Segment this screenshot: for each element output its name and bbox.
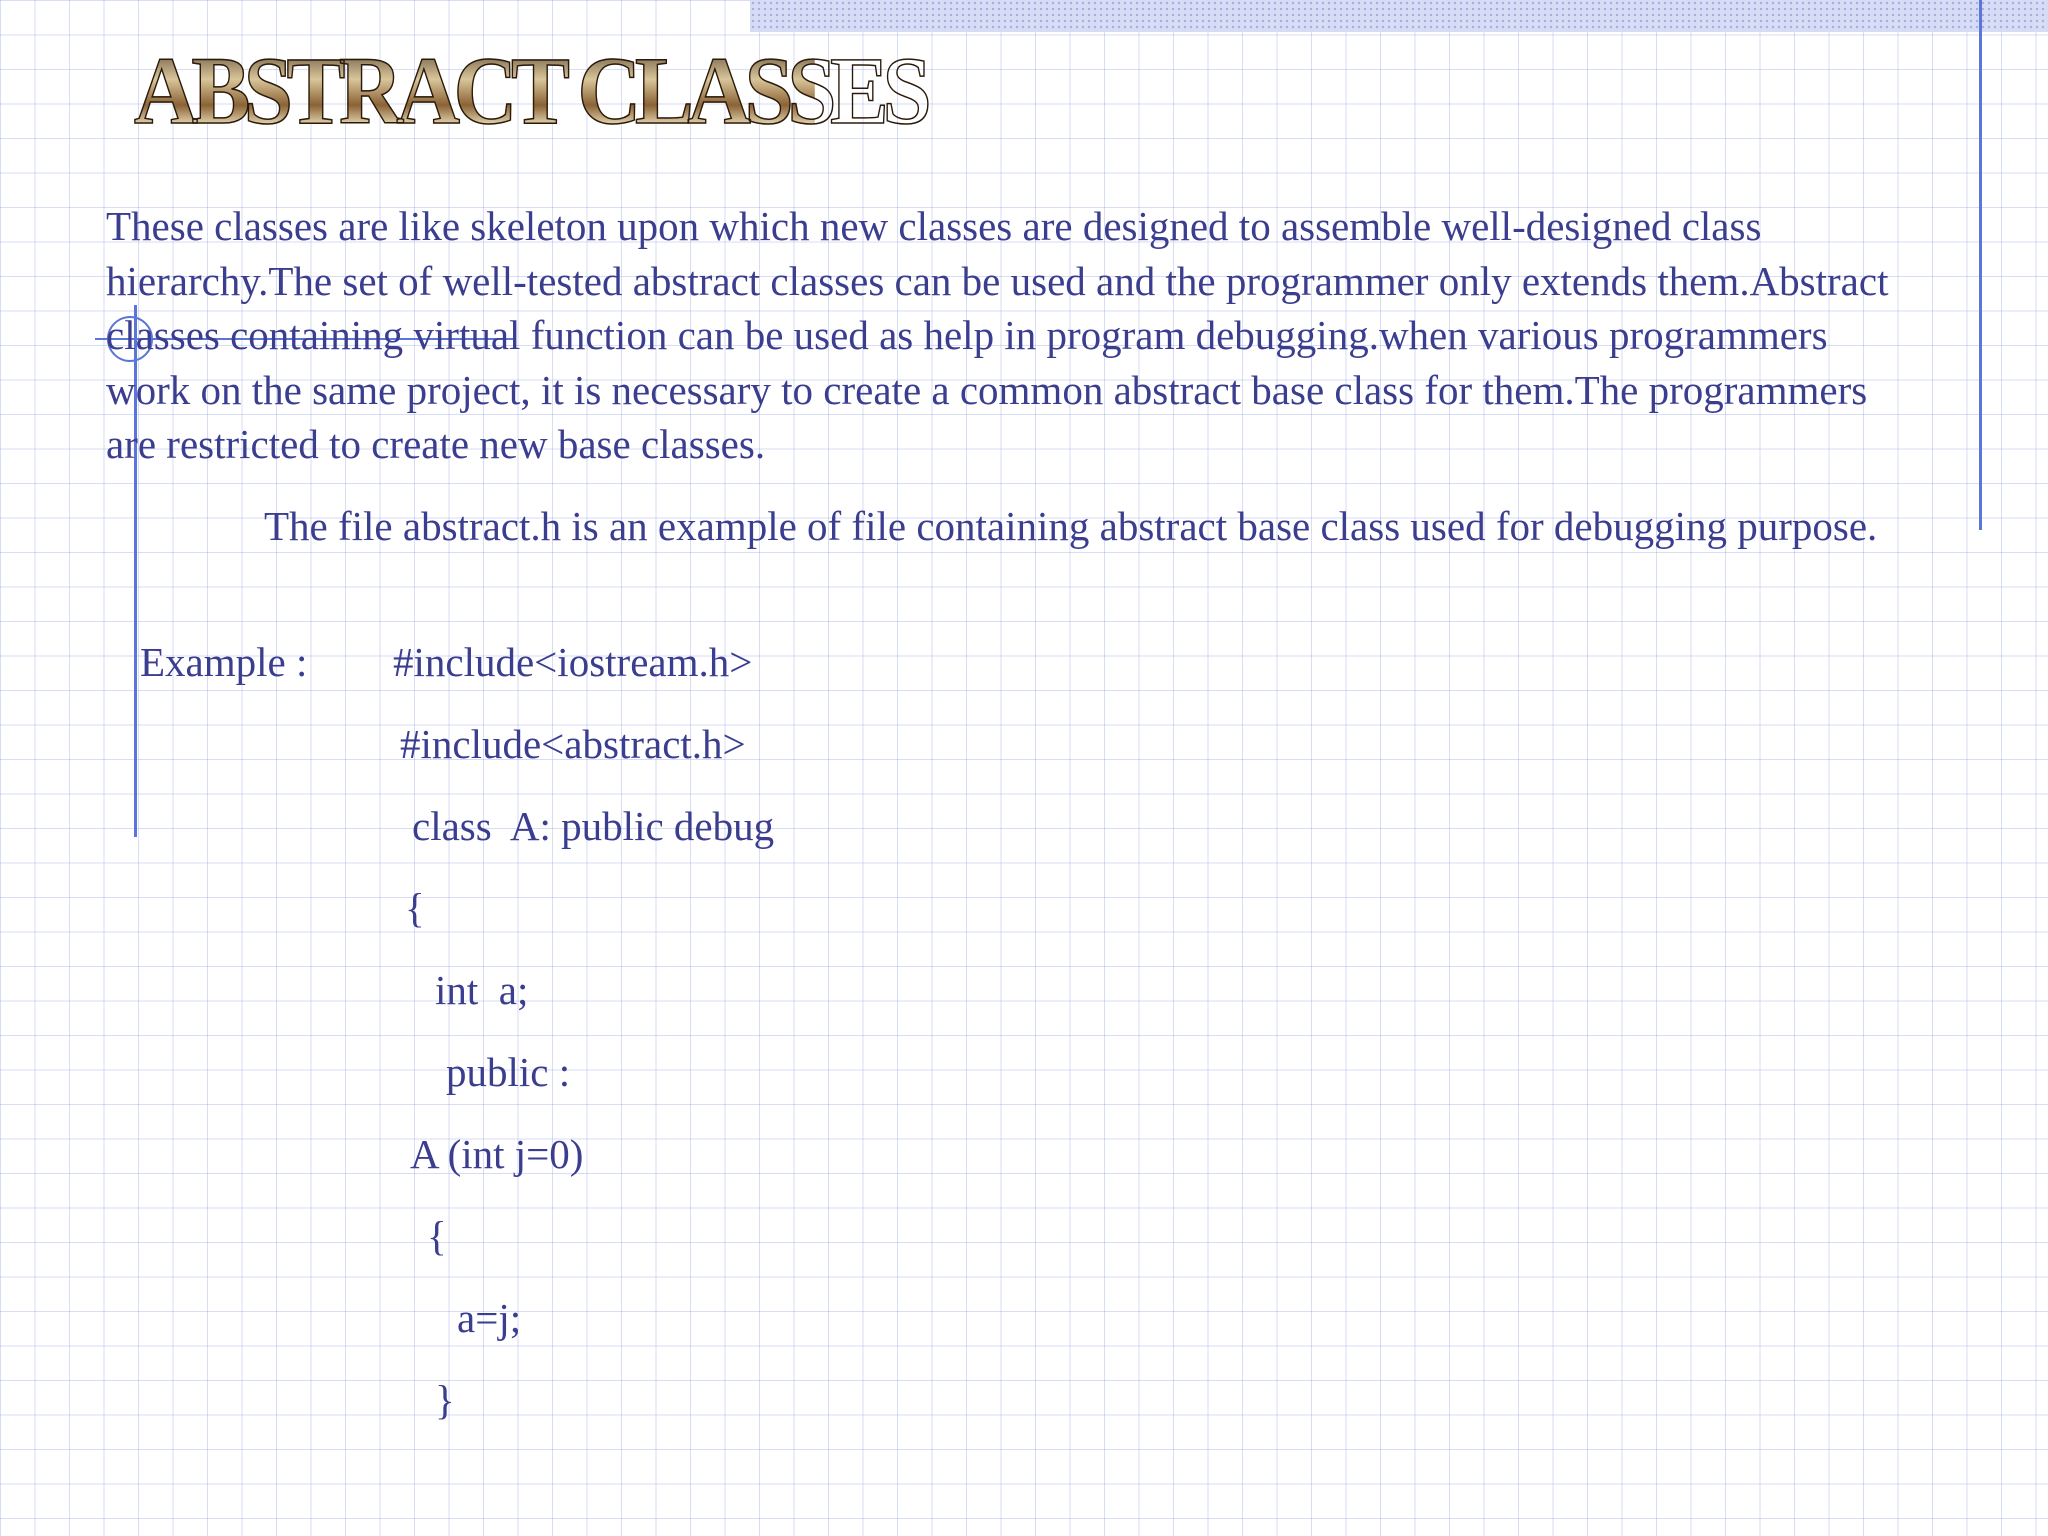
code-line-inner-open-brace: { [427, 1213, 447, 1259]
intro-paragraph: These classes are like skeleton upon which new classes are designed to assemble well-designed class hierarchy.The set of well-tested abstract classes can be used and the programmer only extends them.Abstract classes containing virtual function can be used as help in program debugging.when various programmers work on the same project, it is necessary to create a common abstract base class for them.The programmers are restricted to create new base classes. [106, 203, 1889, 467]
code-line-class-declaration: class A: public debug [412, 803, 775, 849]
example-description: The file abstract.h is an example of file containing abstract base class used for debugging purpose. [264, 503, 1878, 549]
example-label: Example : [140, 639, 308, 685]
code-line-int-a: int a; [435, 967, 529, 1013]
code-line-inner-close-brace: } [435, 1377, 455, 1423]
code-line-include-iostream: #include<iostream.h> [393, 639, 753, 685]
code-line-public: public : [446, 1049, 571, 1095]
right-decorative-rule [1979, 0, 1982, 530]
slide-title: ABSTRACT CLASSES [134, 32, 815, 150]
code-line-constructor: A (int j=0) [410, 1131, 584, 1177]
code-line-open-brace: { [405, 885, 425, 931]
top-decorative-band [750, 0, 2048, 32]
code-line-include-abstract: #include<abstract.h> [400, 721, 746, 767]
code-line-assignment: a=j; [457, 1295, 522, 1341]
